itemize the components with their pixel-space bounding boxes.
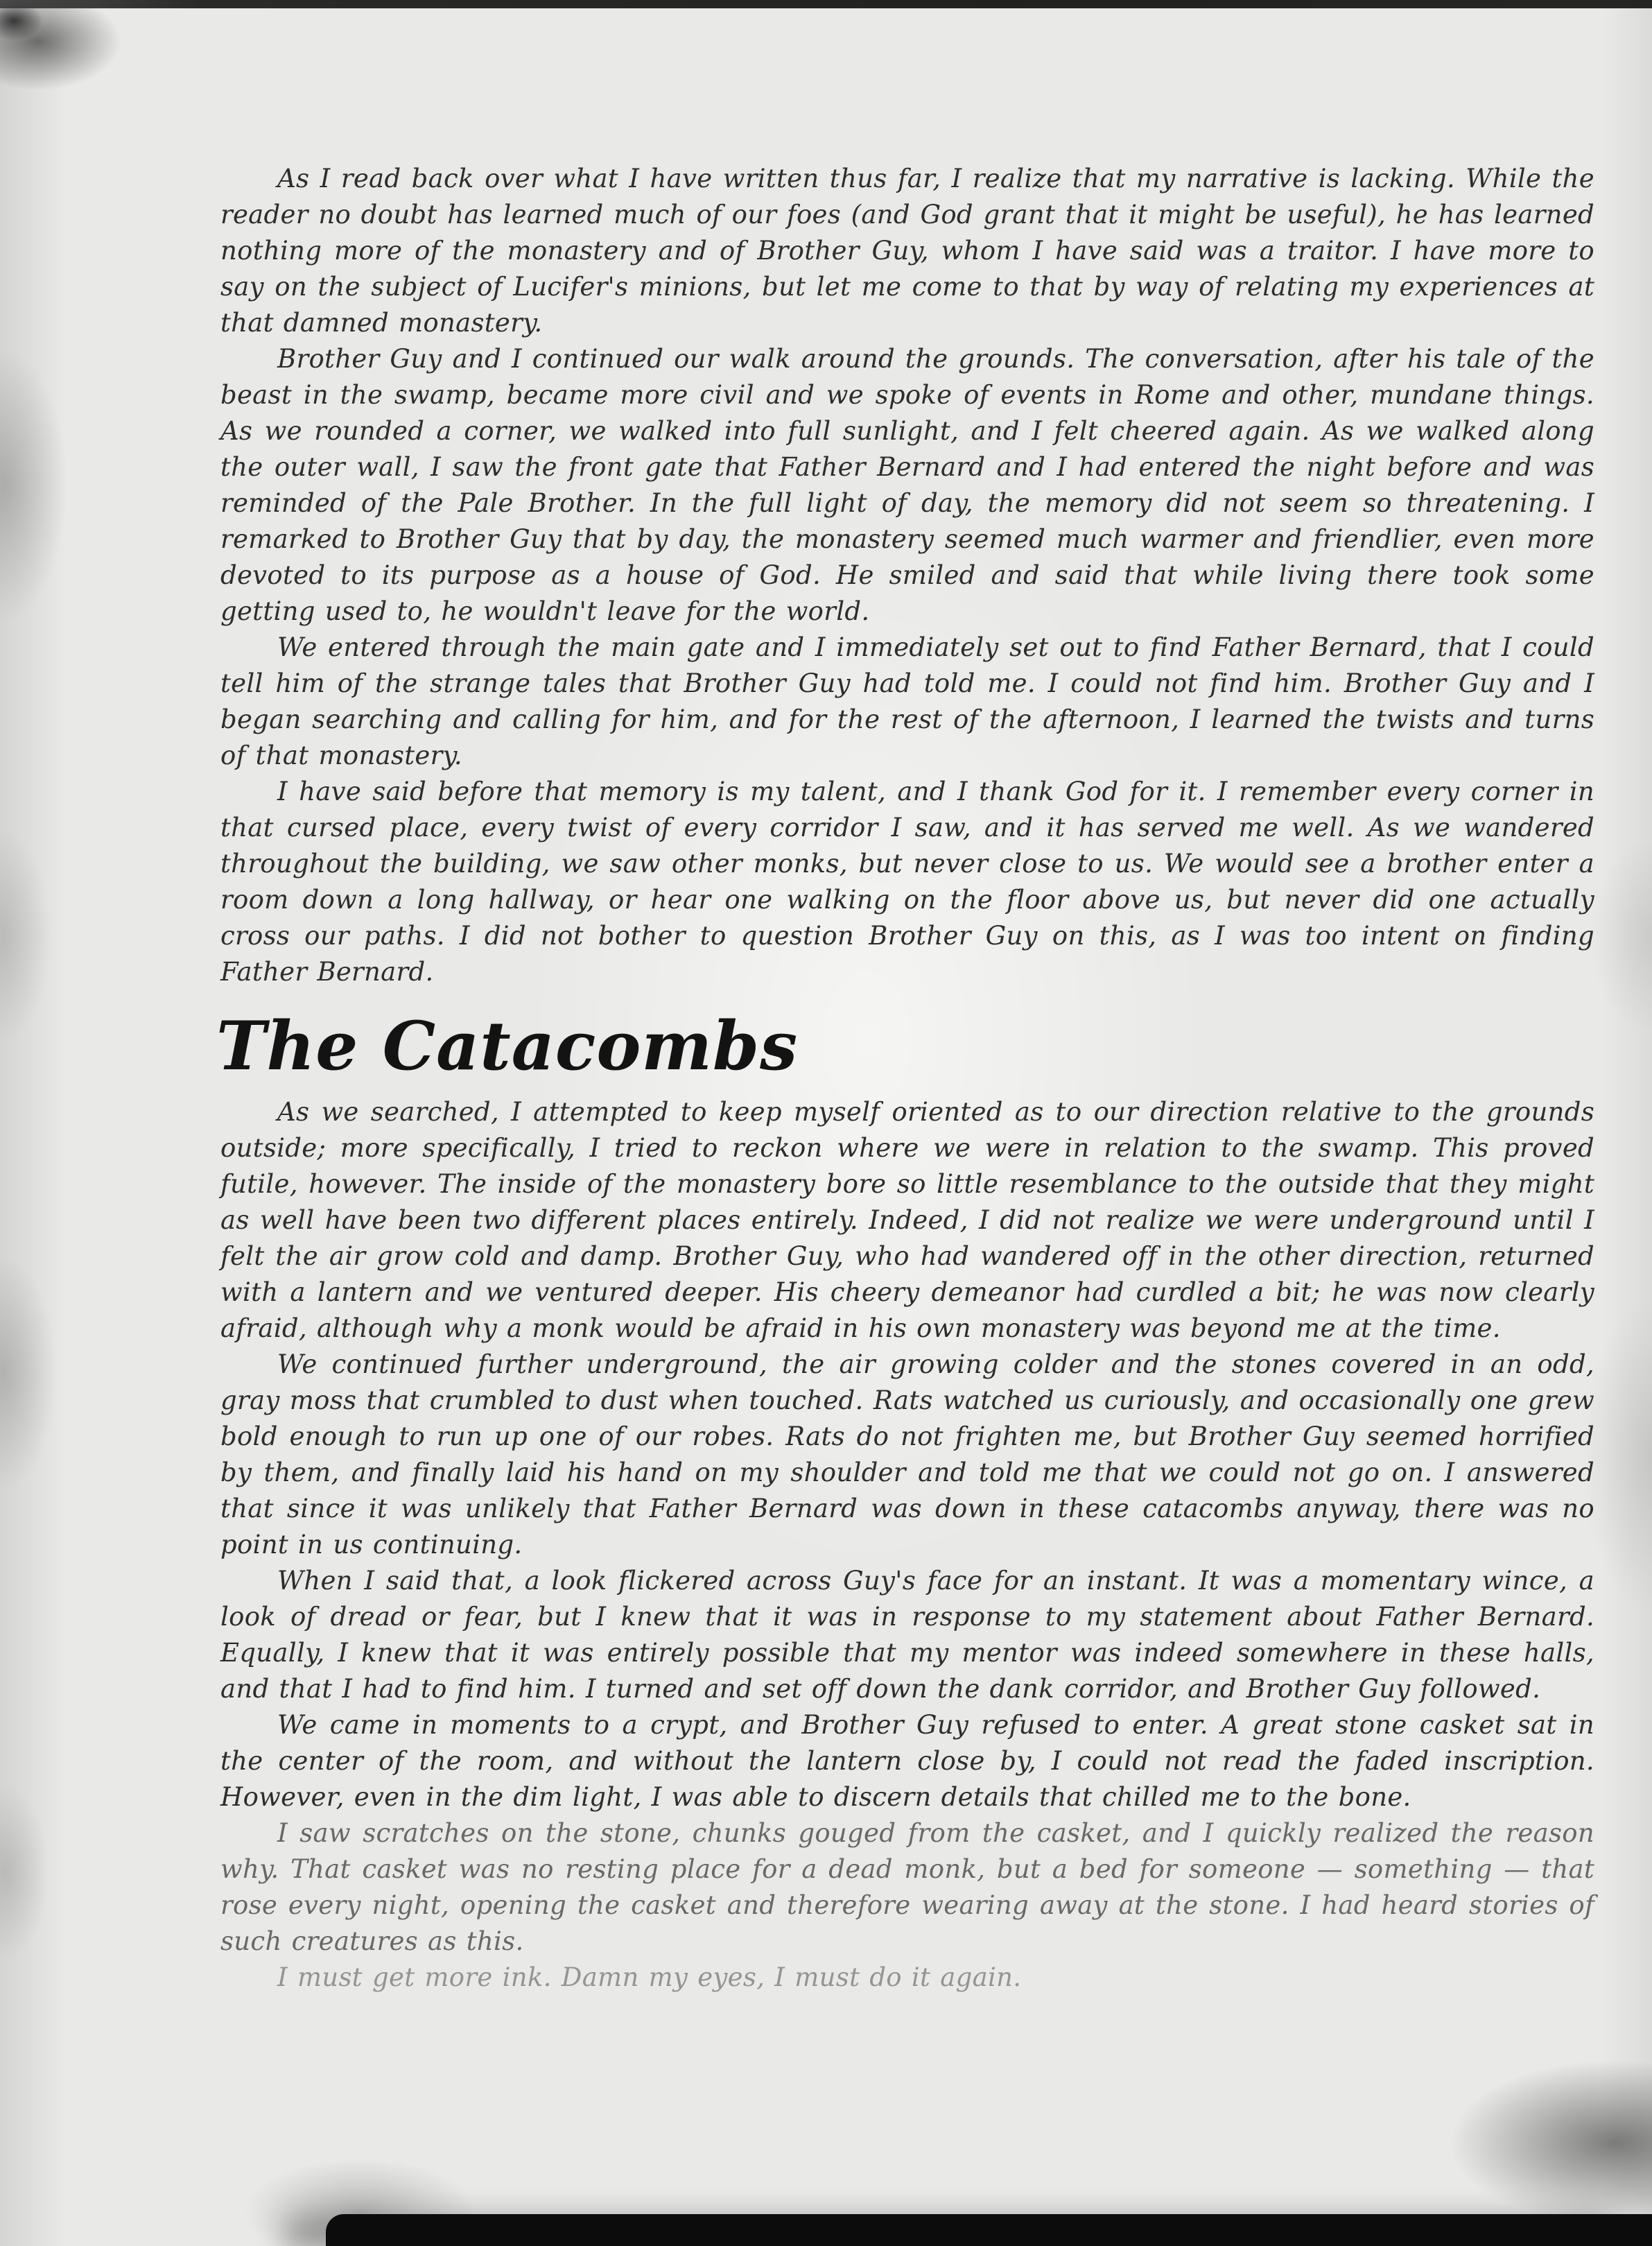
journal-paragraph: As we searched, I attempted to keep myself oriented as to our direction relative to the grounds outside; more specifically, I tried to reckon where we were in relation to the swamp. This proved futile, however. The inside of the monastery bore so little resemblance to the outside that they might as well have been two different places entirely. Indeed, I did not realize we were underground until I felt the air grow cold and damp. Brother Guy, who had wandered off in the other direction, returned with a lantern and we ventured deeper. His cheery demeanor had curdled a bit; he was now clearly afraid, although why a monk would be afraid in his own monastery was beyond me at the time. [220,1097,1594,1343]
journal-paragraph-fading-ink: I must get more ink. Damn my eyes, I must do it again. [277,1962,1022,1992]
journal-paragraph: We continued further underground, the air growing colder and the stones covered in an odd, gray moss that crumbled to dust when touched. Rats watched us curiously, and occasionally one grew bold enough to run up one of our robes. Rats do not frighten me, but Brother Guy seemed horrified by them, and finally laid his hand on my shoulder and told me that we could not go on. I answered that since it was unlikely that Father Bernard was down in these catacombs anyway, there was no point in us continuing. [220,1349,1594,1560]
journal-paragraph: I have said before that memory is my talent, and I thank God for it. I remember every corner in that cursed place, every twist of every corridor I saw, and it has served me well. As we wandered throughout the building, we saw other monks, but never close to us. We would see a brother enter a room down a long hallway, or hear one walking on the floor above us, but never did one actually cross our paths. I did not bother to question Brother Guy on this, as I was too intent on finding Father Bernard. [220,777,1594,987]
section-heading-catacombs: The Catacombs [216,1007,799,1085]
journal-paragraph: We came in moments to a crypt, and Brother Guy refused to enter. A great stone casket sat in the center of the room, and without the lantern close by, I could not read the faded inscription. However, even in the dim light, I was able to discern details that chilled me to the bone. [220,1710,1594,1812]
scan-edge-bottom [326,2214,1652,2246]
journal-paragraph: Brother Guy and I continued our walk around the grounds. The conversation, after his tale of the beast in the swamp, became more civil and we spoke of events in Rome and other, mundane things. As we rounded a corner, we walked into full sunlight, and I felt cheered again. As we walked along the outer wall, I saw the front gate that Father Bernard and I had entered the night before and was reminded of the Pale Brother. In the full light of day, the memory did not seem so threatening. I remarked to Brother Guy that by day, the monastery seemed much warmer and friendlier, even more devoted to its purpose as a house of God. He smiled and said that while living there took some getting used to, he wouldn't leave for the world. [220,344,1594,626]
journal-paragraph: As I read back over what I have written thus far, I realize that my narrative is lacking. While the reader no doubt has learned much of our foes (and God grant that it might be useful), he has learned nothing more of the monastery and of Brother Guy, whom I have said was a traitor. I have more to say on the subject of Lucifer's minions, but let me come to that by way of relating my experiences at that damned monastery. [220,164,1594,338]
journal-paragraph: We entered through the main gate and I immediately set out to find Father Bernard, that I could tell him of the strange tales that Brother Guy had told me. I could not find him. Brother Guy and I began searching and calling for him, and for the rest of the afternoon, I learned the twists and turns of that monastery. [220,632,1594,770]
journal-paragraph-fading-ink: I saw scratches on the stone, chunks gouged from the casket, and I quickly realized the reason why. That casket was no resting place for a dead monk, but a bed for someone — something — that rose every night, opening the casket and therefore wearing away at the stone. I had heard stories of such creatures as this. [220,1818,1594,1956]
scan-edge-top [0,0,1652,8]
page-content [216,161,1594,1996]
journal-paragraph: When I said that, a look flickered across Guy's face for an instant. It was a momentary wince, a look of dread or fear, but I knew that it was in response to my statement about Father Bernard. Equally, I knew that it was entirely possible that my mentor was indeed somewhere in these halls, and that I had to find him. I turned and set off down the dank corridor, and Brother Guy followed. [220,1566,1594,1704]
